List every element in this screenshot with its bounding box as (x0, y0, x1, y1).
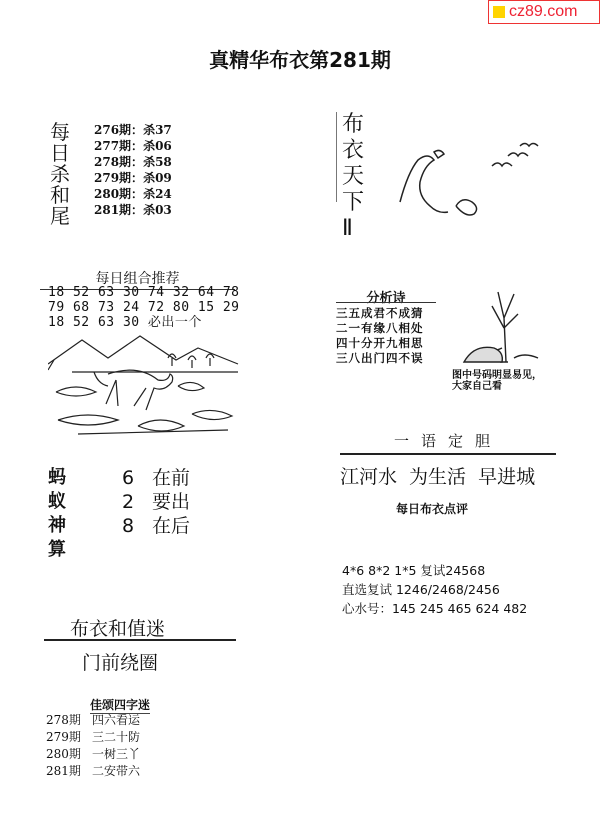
list-item (122, 490, 190, 514)
four-char-heading: 佳颂四字迷 (90, 698, 151, 712)
number: 6 (122, 467, 135, 489)
horse-landscape-illustration (48, 330, 240, 438)
poem-heading: 分析诗 (366, 291, 406, 306)
text: 要出 (152, 491, 191, 513)
label-char: 和 (50, 183, 70, 207)
label-char: 神 (48, 515, 66, 536)
value: 杀06 (143, 139, 172, 153)
title-char: 下 (342, 190, 365, 215)
ant-calc-list (122, 466, 190, 538)
list-item: 直选复试 1246/2468/2456 (342, 582, 500, 597)
period: 281期 (46, 764, 81, 778)
list-item (94, 186, 172, 202)
title-char: 布 (342, 112, 365, 137)
title-char: 衣 (342, 138, 365, 163)
poem-line: 二一有缘八相处 (336, 321, 424, 335)
analysis-poem (336, 306, 424, 366)
label-char: 蚂 (48, 467, 66, 488)
combo-heading: 每日组合推荐 (40, 268, 235, 290)
label-char: 算 (48, 539, 66, 560)
caption-line: 大家自己看 (452, 381, 502, 392)
text: 在后 (152, 515, 191, 537)
logo-square-icon (493, 6, 505, 18)
number: 8 (122, 515, 135, 537)
ant-calc-label (48, 466, 66, 562)
page-title: 真精华布衣第281期 (209, 48, 391, 72)
period: 281期： (94, 203, 144, 217)
list-item: 心水号：145 245 465 624 482 (342, 601, 528, 616)
riddle-title: 布衣和值迷 (70, 618, 166, 640)
poem-line: 三五成君不成猜 (336, 306, 424, 320)
list-item (94, 154, 172, 170)
value: 杀58 (143, 155, 172, 169)
combo-row: 79 68 73 24 72 80 15 29 (48, 300, 240, 315)
crane-sketch-illustration (396, 132, 556, 224)
combo-row: 18 52 63 30 74 32 64 78 (48, 285, 240, 300)
label-char: 蚁 (48, 491, 66, 512)
period: 278期 (46, 713, 81, 727)
site-logo (488, 0, 600, 24)
list-item (94, 202, 172, 218)
combo-row: 18 52 63 30 必出一个 (48, 315, 202, 330)
value: 杀03 (143, 203, 172, 217)
period: 278期： (94, 155, 144, 169)
poem-line: 四十分开九相思 (336, 336, 424, 350)
value: 杀37 (143, 123, 172, 137)
text: 一树三丫 (92, 747, 141, 761)
daily-comment-heading: 每日布衣点评 (396, 502, 469, 516)
logo-text: cz89.com (509, 3, 578, 20)
caption-line: 图中号码明显易见， (452, 370, 542, 381)
text: 二安带六 (92, 764, 141, 778)
yiyu-text: 江河水 为生活 早进城 (340, 466, 536, 488)
period: 280期 (46, 747, 81, 761)
period: 279期： (94, 171, 144, 185)
value: 杀09 (143, 171, 172, 185)
divider (336, 302, 436, 303)
riddle-answer: 门前绕圈 (82, 652, 159, 674)
divider (336, 112, 337, 202)
yiyu-heading: 一语定胆 (340, 430, 556, 455)
divider (44, 639, 236, 641)
recommendation-list (342, 561, 527, 618)
text: 三二十防 (92, 730, 141, 744)
list-item (46, 712, 140, 729)
four-char-list (46, 712, 140, 780)
label-char: 日 (50, 141, 70, 165)
daily-kill-list (94, 122, 172, 218)
list-item (46, 729, 140, 746)
value: 杀24 (143, 187, 172, 201)
title-char: 天 (342, 164, 365, 189)
poem-caption (452, 370, 542, 392)
list-item (46, 763, 140, 780)
list-item (122, 514, 190, 538)
text: 四六看运 (92, 713, 141, 727)
text: 在前 (152, 467, 191, 489)
period: 279期 (46, 730, 81, 744)
period: 277期： (94, 139, 144, 153)
list-item (94, 122, 172, 138)
tree-rock-illustration (458, 288, 542, 366)
list-item (122, 466, 190, 490)
daily-kill-label (50, 122, 70, 227)
period: 276期： (94, 123, 144, 137)
period: 280期： (94, 187, 144, 201)
label-char: 杀 (50, 162, 70, 186)
list-item (94, 138, 172, 154)
list-item (46, 746, 140, 763)
buyi-tianxia-title (342, 112, 364, 242)
list-item: 4*6 8*2 1*5 复试24568 (342, 563, 486, 578)
poem-line: 三八出门四不误 (336, 351, 424, 365)
label-char: 尾 (50, 204, 70, 228)
number: 2 (122, 491, 135, 513)
label-char: 每 (50, 120, 70, 144)
title-char: Ⅱ (342, 216, 353, 241)
list-item (94, 170, 172, 186)
